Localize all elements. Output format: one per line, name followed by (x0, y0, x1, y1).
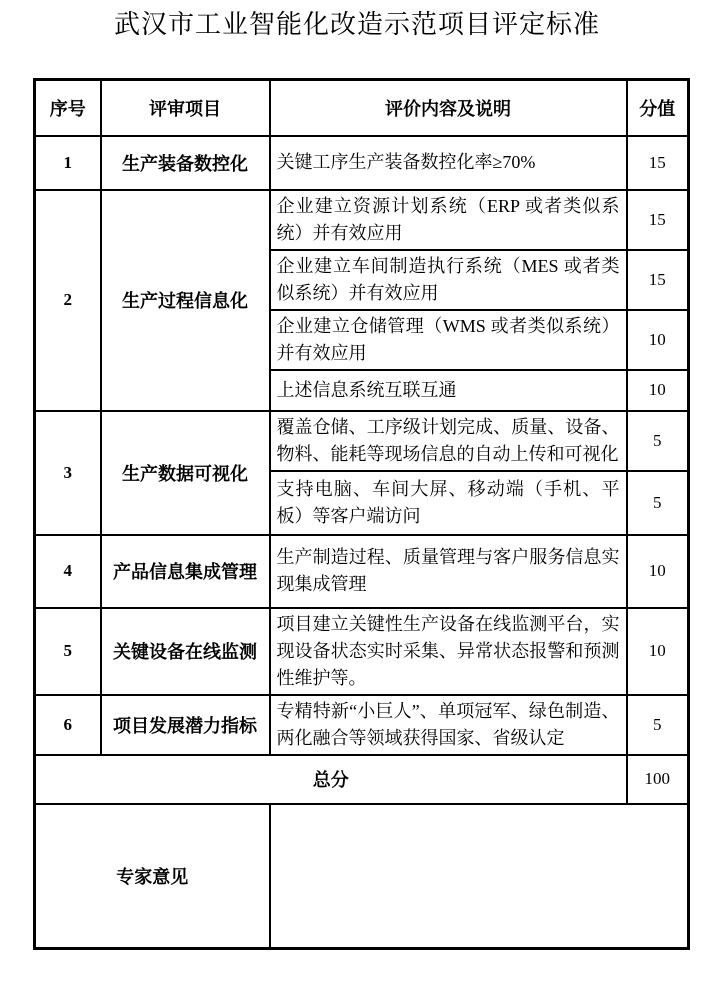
score-cell: 15 (627, 136, 689, 190)
header-seq: 序号 (35, 80, 101, 136)
seq-cell: 1 (35, 136, 101, 190)
desc-cell: 项目建立关键性生产设备在线监测平台，实现设备状态实时采集、异常状态报警和预测性维护等。 (270, 608, 627, 695)
score-cell: 10 (627, 608, 689, 695)
desc-cell: 生产制造过程、质量管理与客户服务信息实现集成管理 (270, 535, 627, 608)
desc-cell: 覆盖仓储、工序级计划完成、质量、设备、物料、能耗等现场信息的自动上传和可视化 (270, 411, 627, 471)
table-row (35, 136, 689, 190)
score-cell: 10 (627, 310, 689, 370)
total-score-cell: 100 (627, 755, 689, 804)
table-row (35, 190, 689, 250)
desc-cell: 企业建立仓储管理（WMS 或者类似系统）并有效应用 (270, 310, 627, 370)
seq-cell: 5 (35, 608, 101, 695)
total-row (35, 755, 689, 804)
seq-cell: 2 (35, 190, 101, 411)
desc-cell: 企业建立车间制造执行系统（MES 或者类似系统）并有效应用 (270, 250, 627, 310)
page-title: 武汉市工业智能化改造示范项目评定标准 (113, 10, 600, 39)
score-cell: 5 (627, 471, 689, 535)
table-row (35, 608, 689, 695)
desc-cell: 企业建立资源计划系统（ERP 或者类似系统）并有效应用 (270, 190, 627, 250)
score-cell: 10 (627, 535, 689, 608)
evaluation-table (33, 78, 690, 950)
expert-opinion-row (35, 804, 689, 949)
header-item: 评审项目 (101, 80, 270, 136)
item-cell: 项目发展潜力指标 (101, 695, 270, 755)
total-label-cell: 总分 (35, 755, 627, 804)
item-cell: 产品信息集成管理 (101, 535, 270, 608)
header-desc: 评价内容及说明 (270, 80, 627, 136)
item-cell: 生产数据可视化 (101, 411, 270, 535)
table-row (35, 535, 689, 608)
score-cell: 15 (627, 250, 689, 310)
seq-cell: 4 (35, 535, 101, 608)
score-cell: 10 (627, 370, 689, 411)
desc-cell: 专精特新“小巨人”、单项冠军、绿色制造、两化融合等领域获得国家、省级认定 (270, 695, 627, 755)
item-cell: 生产过程信息化 (101, 190, 270, 411)
header-score: 分值 (627, 80, 689, 136)
item-cell: 生产装备数控化 (101, 136, 270, 190)
item-cell: 关键设备在线监测 (101, 608, 270, 695)
seq-cell: 3 (35, 411, 101, 535)
desc-cell: 上述信息系统互联互通 (270, 370, 627, 411)
document-page (0, 8, 714, 1008)
seq-cell: 6 (35, 695, 101, 755)
score-cell: 15 (627, 190, 689, 250)
table-row (35, 411, 689, 471)
table-row (35, 695, 689, 755)
score-cell: 5 (627, 411, 689, 471)
score-cell: 5 (627, 695, 689, 755)
expert-opinion-area (270, 804, 689, 949)
desc-cell: 支持电脑、车间大屏、移动端（手机、平板）等客户端访问 (270, 471, 627, 535)
desc-cell: 关键工序生产装备数控化率≥70% (270, 136, 627, 190)
expert-opinion-label: 专家意见 (35, 804, 270, 949)
header-row (35, 80, 689, 136)
